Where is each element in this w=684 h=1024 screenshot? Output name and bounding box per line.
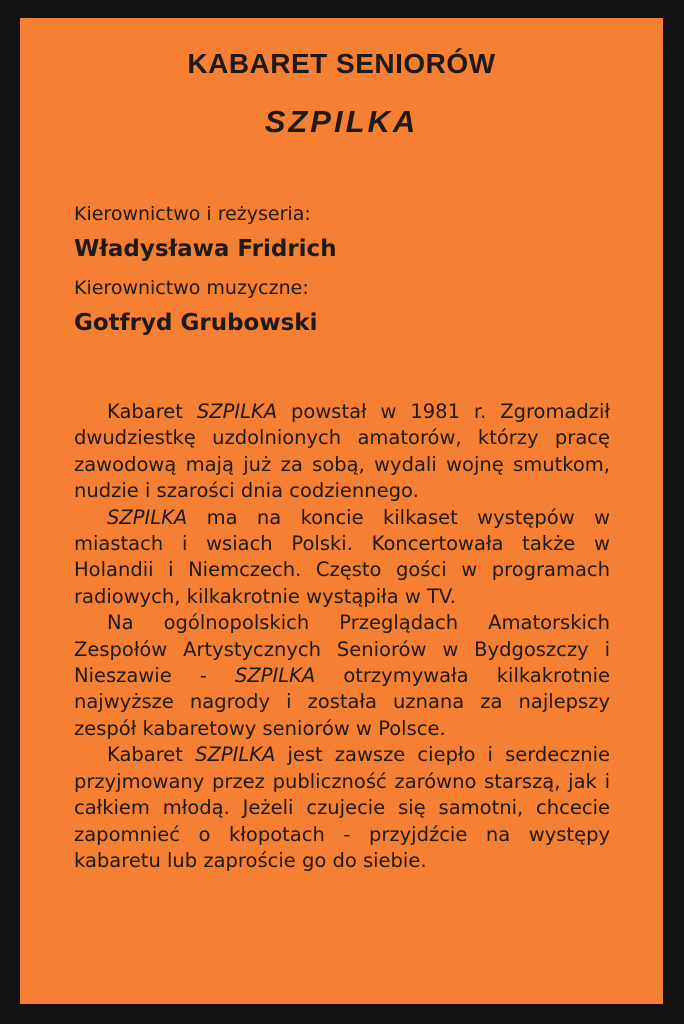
cabaret-title: KABARET SENIORÓW: [187, 48, 496, 79]
paragraph-performances: [74, 505, 610, 611]
text-run: Kabaret: [107, 400, 197, 423]
text-run: jest zawsze ciepło i serdecznie przyjmowany przez publiczność zarówno starszą, jak i całkiem młodą. Jeżeli czujecie się samotni, chcecie zapomnieć o kłopotach - przyjdźcie na występy kabaretu lub zaproście go do siebie.: [74, 743, 611, 872]
credit-name-director: Władysława Fridrich: [74, 236, 337, 262]
cabaret-name-inline: SZPILKA: [196, 400, 278, 423]
paragraph-history: [74, 399, 610, 505]
flyer-card: [20, 18, 663, 1004]
credit-role-director: Kierownictwo i reżyseria:: [74, 203, 311, 225]
credit-name-music: Gotfryd Grubowski: [74, 310, 318, 336]
description-text: [74, 399, 610, 874]
credit-role-music: Kierownictwo muzyczne:: [74, 277, 309, 299]
credits-section: [74, 199, 634, 347]
cabaret-name: SZPILKA: [264, 104, 419, 139]
text-run: Na ogólnopolskich Przeglądach Amatorskich Zespołów Artystycznych Seniorów w Bydgoszczy i Nieszawie -: [74, 611, 610, 688]
text-run: powstał w 1981 r. Zgromadził dwudziestkę uzdolnionych amatorów, którzy pracę zawodową mają już za sobą, wydali wojnę smutkom, nudzie i szarości dnia codziennego.: [74, 400, 610, 503]
text-run: Kabaret: [107, 743, 196, 767]
cabaret-name-inline: SZPILKA: [107, 505, 188, 529]
text-run: ma na koncie kilkaset występów w miastach i wsiach Polski. Koncertowała także w Holandii i Niemczech. Często gości w programach radiowych, kilkakrotnie wystąpiła w TV.: [74, 505, 610, 608]
paragraph-invitation: [74, 742, 610, 874]
cabaret-name-inline: SZPILKA: [195, 743, 276, 767]
cabaret-name-inline: SZPILKA: [234, 664, 316, 688]
paragraph-awards: [74, 610, 610, 742]
text-run: otrzymywała kilkakrotnie najwyższe nagrody i została uznana za najlepszy zespół kabaretowy seniorów w Polsce.: [74, 664, 610, 740]
